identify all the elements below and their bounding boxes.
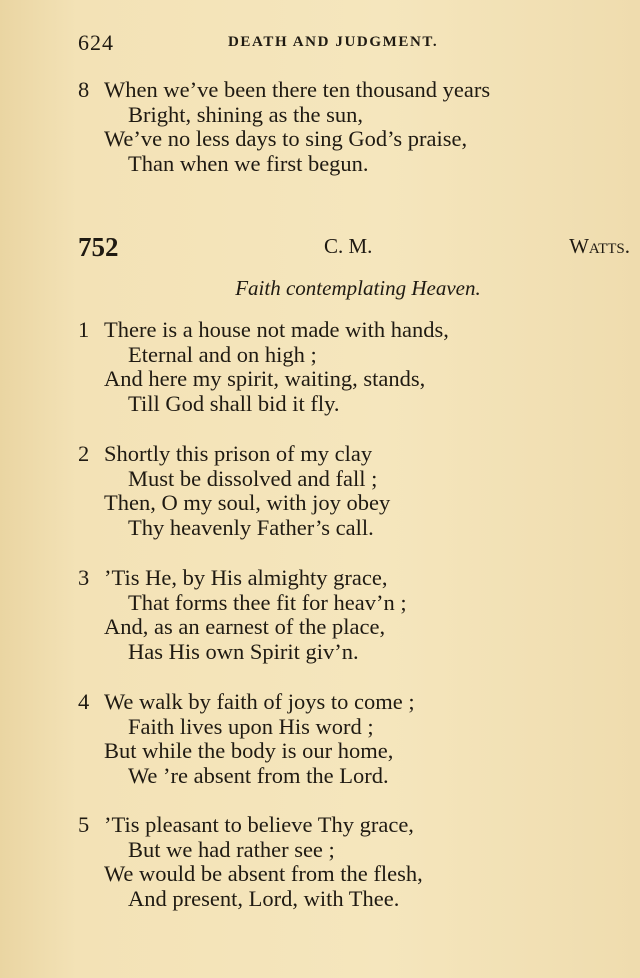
hymn-heading (78, 232, 630, 262)
hymn-verse-3 (78, 566, 407, 664)
page-header (78, 30, 618, 56)
verse-line: But we had rather see ; (128, 836, 335, 862)
verse-line: 2 Shortly this prison of my clay (78, 441, 373, 466)
hymn-verse-5 (78, 813, 423, 911)
verse-line: Must be dissolved and fall ; (128, 465, 378, 491)
verse-line: We’ve no less days to sing God’s praise, (104, 126, 468, 151)
verse-line: Has His own Spirit giv’n. (128, 638, 359, 664)
verse-line: Eternal and on high ; (128, 341, 317, 367)
hymn-verse-2 (78, 442, 390, 540)
hymn-subtitle: Faith contemplating Heaven. (235, 276, 481, 300)
running-head: DEATH AND JUDGMENT. (228, 34, 439, 50)
verse-line: Faith lives upon His word ; (128, 713, 374, 739)
verse-line: And present, Lord, with Thee. (128, 885, 400, 911)
verse-line: And, as an earnest of the place, (104, 614, 386, 639)
hymn-verse-1 (78, 318, 449, 416)
verse-line: 5 ’Tis pleasant to believe Thy grace, (78, 812, 414, 837)
verse-line: Then, O my soul, with joy obey (104, 490, 391, 515)
verse-line: Than when we first begun. (128, 150, 369, 176)
verse-number: 5 (78, 812, 90, 837)
verse-line: That forms thee fit for heav’n ; (128, 589, 407, 615)
hymn-number: 752 (78, 232, 119, 262)
verse-line: Thy heavenly Father’s call. (128, 514, 374, 540)
verse-number: 1 (78, 317, 90, 342)
verse-line: Till God shall bid it fly. (128, 390, 340, 416)
page-number: 624 (78, 30, 114, 55)
verse-number: 3 (78, 565, 90, 590)
verse-line: 1 There is a house not made with hands, (78, 317, 449, 342)
verse-line: We ’re absent from the Lord. (128, 762, 389, 788)
hymn-verse-4 (78, 690, 415, 788)
verse-number: 2 (78, 441, 90, 466)
verse-number: 8 (78, 77, 90, 102)
verse-line: And here my spirit, waiting, stands, (104, 366, 426, 391)
verse-line: We would be absent from the flesh, (104, 861, 423, 886)
verse-line: 8 When we’ve been there ten thousand years (78, 77, 491, 102)
verse-line: 3 ’Tis He, by His almighty grace, (78, 565, 388, 590)
previous-hymn-verse-8 (78, 78, 490, 176)
hymn-meter: C. M. (324, 234, 373, 258)
verse-number: 4 (78, 689, 90, 714)
verse-line: Bright, shining as the sun, (128, 101, 363, 127)
verse-line: But while the body is our home, (104, 738, 394, 763)
verse-line: 4 We walk by faith of joys to come ; (78, 689, 415, 714)
hymn-author: Watts. (569, 234, 630, 258)
